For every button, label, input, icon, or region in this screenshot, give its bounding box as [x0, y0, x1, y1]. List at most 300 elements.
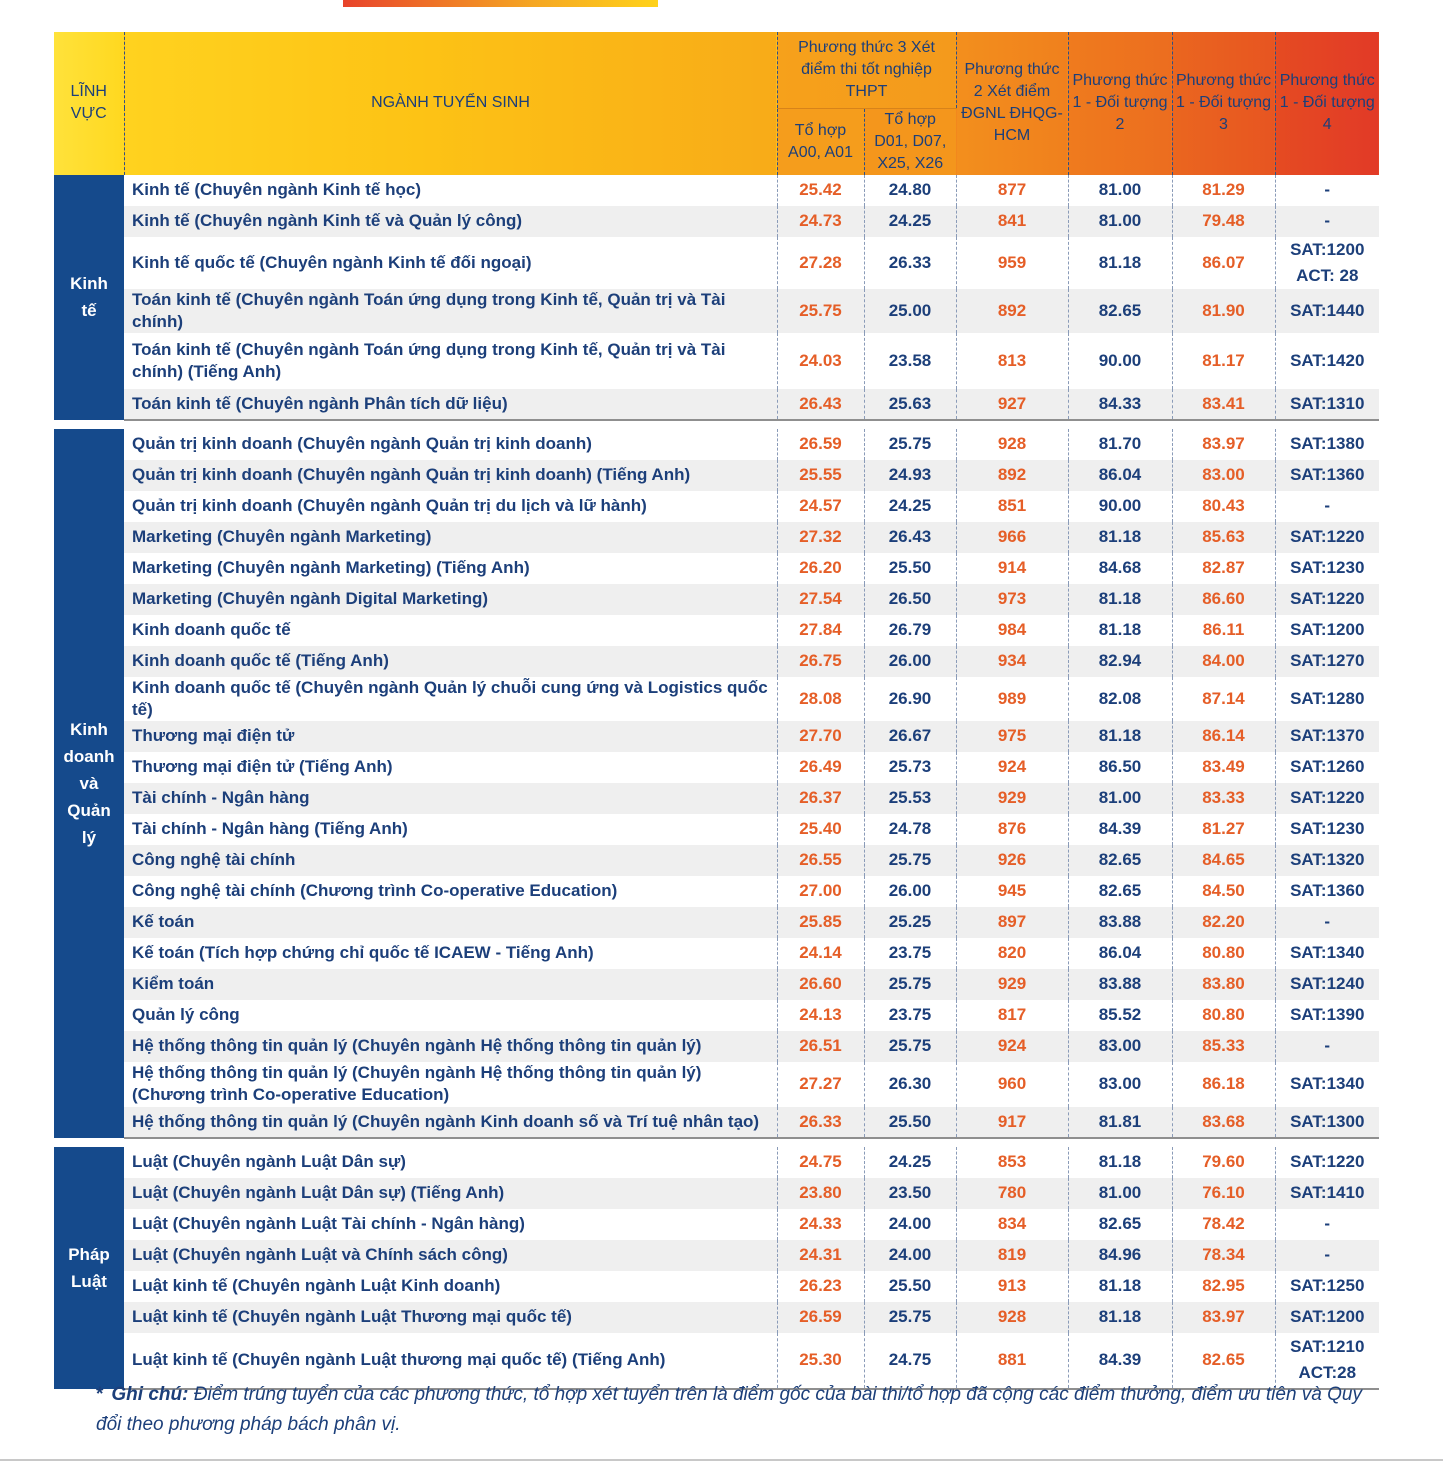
score-group-2: 90.00: [1068, 333, 1172, 389]
major-name: Luật kinh tế (Chuyên ngành Luật Thương mại quốc tế): [124, 1302, 777, 1333]
score-group-4: SAT:1220: [1275, 522, 1379, 553]
score-group-4: SAT:1420: [1290, 350, 1365, 370]
score-group-4: SAT:1240: [1275, 969, 1379, 1000]
score-dgnl: 966: [956, 522, 1068, 553]
table-row: [54, 677, 1379, 721]
score-group-4: -: [1324, 496, 1331, 515]
score-dgnl: 945: [956, 876, 1068, 907]
score-dgnl: 913: [956, 1271, 1068, 1302]
score-dgnl: 934: [956, 646, 1068, 677]
score-d01: 24.00: [864, 1209, 956, 1240]
score-dgnl: 926: [956, 845, 1068, 876]
major-name: Công nghệ tài chính (Chương trình Co-operative Education): [124, 876, 777, 907]
score-group-2: 81.18: [1068, 721, 1172, 752]
score-group-4: -: [1275, 907, 1379, 938]
score-a00: 28.08: [777, 677, 864, 721]
score-group-3: 82.65: [1172, 1333, 1275, 1389]
score-group-2: 81.00: [1068, 175, 1172, 206]
score-group-4: SAT:1310: [1275, 389, 1379, 420]
score-d01: 26.30: [864, 1062, 956, 1107]
score-group-3: 83.80: [1172, 969, 1275, 1000]
score-group-3: 82.87: [1172, 553, 1275, 584]
header-field: LĨNH VỰC: [54, 32, 124, 175]
score-dgnl: 841: [956, 206, 1068, 237]
major-name: Kinh doanh quốc tế: [124, 615, 777, 646]
score-group-2: 82.65: [1068, 1209, 1172, 1240]
score-group-2: 84.39: [1068, 814, 1172, 845]
major-name: Quản trị kinh doanh (Chuyên ngành Quản trị kinh doanh) (Tiếng Anh): [124, 460, 777, 491]
score-dgnl: 975: [956, 721, 1068, 752]
score-a00: 25.55: [777, 460, 864, 491]
score-d01: 23.58: [864, 333, 956, 389]
score-a00: 24.13: [777, 1000, 864, 1031]
major-name: Thương mại điện tử (Tiếng Anh): [124, 752, 777, 783]
group-spacer: [54, 420, 1379, 429]
score-group-3: 84.65: [1172, 845, 1275, 876]
header-method-2: Phương thức 2 Xét điểm ĐGNL ĐHQG-HCM: [956, 32, 1068, 175]
score-group-2: 81.81: [1068, 1107, 1172, 1138]
score-group-3: 85.63: [1172, 522, 1275, 553]
score-a00: 27.27: [777, 1062, 864, 1107]
score-d01: 25.75: [864, 969, 956, 1000]
score-d01: 24.25: [864, 491, 956, 522]
score-d01: 24.00: [864, 1240, 956, 1271]
score-d01: 23.75: [864, 938, 956, 969]
major-name: Tài chính - Ngân hàng: [124, 783, 777, 814]
score-d01: 26.43: [864, 522, 956, 553]
score-group-2: 81.18: [1068, 237, 1172, 289]
score-group-3: 84.50: [1172, 876, 1275, 907]
major-name: Toán kinh tế (Chuyên ngành Phân tích dữ liệu): [124, 389, 777, 420]
table-row: [54, 491, 1379, 522]
table-row: [54, 938, 1379, 969]
score-dgnl: 914: [956, 553, 1068, 584]
major-name: Quản trị kinh doanh (Chuyên ngành Quản trị kinh doanh): [124, 429, 777, 460]
score-dgnl: 892: [956, 289, 1068, 333]
score-group-2: 81.18: [1068, 584, 1172, 615]
score-a00: 26.59: [777, 1302, 864, 1333]
score-group-3: 85.33: [1172, 1031, 1275, 1062]
table-row: [54, 1147, 1379, 1178]
score-d01: 25.75: [864, 429, 956, 460]
score-d01: 25.00: [864, 289, 956, 333]
score-a00: 24.14: [777, 938, 864, 969]
score-a00: 27.00: [777, 876, 864, 907]
score-group-4: SAT:1410: [1275, 1178, 1379, 1209]
score-a00: 27.54: [777, 584, 864, 615]
score-dgnl: 973: [956, 584, 1068, 615]
score-group-4: -: [1275, 206, 1379, 237]
score-group-3: 83.41: [1172, 389, 1275, 420]
score-group-2: 81.00: [1068, 783, 1172, 814]
admission-score-table: [54, 32, 1379, 1390]
score-d01: 24.25: [864, 206, 956, 237]
score-dgnl: 924: [956, 752, 1068, 783]
score-dgnl: 917: [956, 1107, 1068, 1138]
score-group-2: 86.50: [1068, 752, 1172, 783]
score-d01: 24.80: [864, 175, 956, 206]
table-row: [54, 460, 1379, 491]
score-dgnl: 780: [956, 1178, 1068, 1209]
asterisk-icon: *: [96, 1384, 104, 1405]
table-row: [54, 206, 1379, 237]
score-group-3: 86.07: [1172, 237, 1275, 289]
score-d01: 24.25: [864, 1147, 956, 1178]
group-spacer: [54, 1138, 1379, 1147]
score-group-3: 86.14: [1172, 721, 1275, 752]
score-d01: 26.90: [864, 677, 956, 721]
table-row: [54, 646, 1379, 677]
score-group-2: 81.18: [1068, 1147, 1172, 1178]
score-d01: 26.50: [864, 584, 956, 615]
score-dgnl: 853: [956, 1147, 1068, 1178]
score-a00: 27.84: [777, 615, 864, 646]
score-group-3: 78.34: [1172, 1240, 1275, 1271]
header-combo-d01-d07: Tổ hợp D01, D07, X25, X26: [864, 108, 956, 175]
score-a00: 24.73: [777, 206, 864, 237]
score-group-4: SAT:1360: [1290, 881, 1365, 900]
score-dgnl: 959: [956, 237, 1068, 289]
table-row: [54, 333, 1379, 389]
score-a00: 25.30: [777, 1333, 864, 1389]
score-a00: 26.51: [777, 1031, 864, 1062]
score-dgnl: 929: [956, 969, 1068, 1000]
score-dgnl: 819: [956, 1240, 1068, 1271]
score-dgnl: 927: [956, 389, 1068, 420]
score-group-3: 86.60: [1172, 584, 1275, 615]
score-group-3: 84.00: [1172, 646, 1275, 677]
score-group-3: 86.11: [1172, 615, 1275, 646]
score-d01: 26.79: [864, 615, 956, 646]
score-group-3: 83.97: [1172, 1302, 1275, 1333]
score-group-3: 83.97: [1172, 429, 1275, 460]
score-group-4: SAT:1300: [1275, 1107, 1379, 1138]
score-a00: 24.75: [777, 1147, 864, 1178]
score-group-3: 80.80: [1172, 1000, 1275, 1031]
score-a00: 25.42: [777, 175, 864, 206]
score-d01: 24.78: [864, 814, 956, 845]
table-row: [54, 1178, 1379, 1209]
score-dgnl: 876: [956, 814, 1068, 845]
table-row: [54, 721, 1379, 752]
score-group-4: SAT:1230: [1290, 558, 1365, 577]
major-name: Marketing (Chuyên ngành Marketing) (Tiếng Anh): [124, 553, 777, 584]
score-d01: 25.73: [864, 752, 956, 783]
score-d01: 25.50: [864, 553, 956, 584]
score-group-3: 76.10: [1172, 1178, 1275, 1209]
score-dgnl: 881: [956, 1333, 1068, 1389]
major-name: Tài chính - Ngân hàng (Tiếng Anh): [124, 814, 777, 845]
score-group-4: SAT:1250: [1290, 1276, 1365, 1295]
score-a00: 24.31: [777, 1240, 864, 1271]
major-name: Công nghệ tài chính: [124, 845, 777, 876]
score-group-4: SAT:1360: [1275, 460, 1379, 491]
major-name: Kế toán: [124, 907, 777, 938]
score-group-3: 81.90: [1172, 289, 1275, 333]
header-method-1-group-4: Phương thức 1 - Đối tượng 4: [1275, 32, 1379, 175]
table-row: [54, 1209, 1379, 1240]
score-dgnl: 813: [956, 333, 1068, 389]
score-group-3: 83.00: [1172, 460, 1275, 491]
score-group-2: 82.65: [1068, 845, 1172, 876]
score-group-4: SAT:1200: [1290, 620, 1365, 639]
major-name: Hệ thống thông tin quản lý (Chuyên ngành Hệ thống thông tin quản lý) (Chương trình Co-operative Education): [124, 1062, 777, 1107]
score-group-4: SAT:1270: [1275, 646, 1379, 677]
score-group-4: SAT:1200: [1275, 1302, 1379, 1333]
score-dgnl: 817: [956, 1000, 1068, 1031]
footnote-text: Điểm trúng tuyển của các phương thức, tổ hợp xét tuyển trên là điểm gốc của bài thi/tổ hợp đã cộng các điểm thưởng, điểm ưu tiên và Quy đổi theo phương pháp bách phân vị.: [96, 1384, 1362, 1435]
score-d01: 23.75: [864, 1000, 956, 1031]
score-group-3: 78.42: [1172, 1209, 1275, 1240]
score-group-4: -: [1275, 1031, 1379, 1062]
score-group-2: 83.00: [1068, 1031, 1172, 1062]
score-group-3: 81.17: [1172, 333, 1275, 389]
score-a00: 26.55: [777, 845, 864, 876]
score-group-4: SAT:1390: [1290, 1005, 1365, 1024]
score-group-2: 84.33: [1068, 389, 1172, 420]
score-group-3: 81.29: [1172, 175, 1275, 206]
major-name: Marketing (Chuyên ngành Digital Marketing): [124, 584, 777, 615]
score-d01: 24.93: [864, 460, 956, 491]
table-row: [54, 1031, 1379, 1062]
score-a00: 26.75: [777, 646, 864, 677]
score-group-3: 80.43: [1172, 491, 1275, 522]
score-group-4: SAT:1260: [1290, 757, 1365, 776]
score-group-2: 82.94: [1068, 646, 1172, 677]
score-d01: 25.50: [864, 1271, 956, 1302]
score-group-2: 81.00: [1068, 1178, 1172, 1209]
score-group-4: -: [1324, 180, 1331, 199]
score-d01: 25.75: [864, 1302, 956, 1333]
score-group-4: SAT:1380: [1290, 434, 1365, 453]
table-row: [54, 237, 1379, 289]
header-method-3: Phương thức 3 Xét điểm thi tốt nghiệp THPT: [777, 32, 956, 108]
score-group-4: SAT:1340: [1290, 943, 1365, 962]
score-group-4: SAT:1210 ACT:28: [1275, 1333, 1379, 1389]
score-a00: 25.40: [777, 814, 864, 845]
header-combo-a00-a01: Tổ hợp A00, A01: [777, 108, 864, 175]
score-group-2: 82.65: [1068, 289, 1172, 333]
score-group-4: SAT:1220: [1275, 584, 1379, 615]
score-dgnl: 960: [956, 1062, 1068, 1107]
score-dgnl: 928: [956, 1302, 1068, 1333]
score-group-3: 81.27: [1172, 814, 1275, 845]
major-name: Thương mại điện tử: [124, 721, 777, 752]
score-group-2: 86.04: [1068, 938, 1172, 969]
score-group-3: 80.80: [1172, 938, 1275, 969]
score-a00: 24.33: [777, 1209, 864, 1240]
score-group-2: 84.68: [1068, 553, 1172, 584]
major-name: Kinh doanh quốc tế (Tiếng Anh): [124, 646, 777, 677]
score-group-2: 84.96: [1068, 1240, 1172, 1271]
score-a00: 24.03: [777, 333, 864, 389]
score-dgnl: 924: [956, 1031, 1068, 1062]
score-group-2: 81.00: [1068, 206, 1172, 237]
score-d01: 25.50: [864, 1107, 956, 1138]
table-row: [54, 1240, 1379, 1271]
score-group-2: 83.88: [1068, 969, 1172, 1000]
table-row: [54, 389, 1379, 420]
table-row: [54, 1302, 1379, 1333]
table-row: [54, 783, 1379, 814]
score-dgnl: 834: [956, 1209, 1068, 1240]
table-row: [54, 1107, 1379, 1138]
score-group-4: SAT:1200 ACT: 28: [1290, 239, 1365, 285]
score-group-4: SAT:1440: [1275, 289, 1379, 333]
footnote-label: Ghi chú:: [111, 1384, 189, 1405]
score-group-4: SAT:1340: [1290, 1074, 1365, 1093]
score-a00: 27.70: [777, 721, 864, 752]
major-name: Toán kinh tế (Chuyên ngành Toán ứng dụng trong Kinh tế, Quản trị và Tài chính): [124, 289, 777, 333]
table-body: [54, 175, 1379, 1389]
score-dgnl: 897: [956, 907, 1068, 938]
score-d01: 25.53: [864, 783, 956, 814]
major-name: Quản trị kinh doanh (Chuyên ngành Quản trị du lịch và lữ hành): [124, 491, 777, 522]
score-group-2: 82.08: [1068, 677, 1172, 721]
score-d01: 26.00: [864, 646, 956, 677]
header-method-1-group-3: Phương thức 1 - Đối tượng 3: [1172, 32, 1275, 175]
major-name: Luật kinh tế (Chuyên ngành Luật thương mại quốc tế) (Tiếng Anh): [124, 1333, 777, 1389]
score-d01: 25.75: [864, 845, 956, 876]
score-dgnl: 892: [956, 460, 1068, 491]
major-name: Hệ thống thông tin quản lý (Chuyên ngành Kinh doanh số và Trí tuệ nhân tạo): [124, 1107, 777, 1138]
table-row: [54, 553, 1379, 584]
score-group-4: SAT:1220: [1275, 783, 1379, 814]
score-group-3: 83.33: [1172, 783, 1275, 814]
score-a00: 26.20: [777, 553, 864, 584]
score-d01: 26.00: [864, 876, 956, 907]
score-group-3: 87.14: [1172, 677, 1275, 721]
score-dgnl: 928: [956, 429, 1068, 460]
major-name: Luật (Chuyên ngành Luật và Chính sách công): [124, 1240, 777, 1271]
header-major: NGÀNH TUYỂN SINH: [124, 32, 777, 175]
score-a00: 23.80: [777, 1178, 864, 1209]
score-a00: 26.23: [777, 1271, 864, 1302]
major-name: Kinh tế (Chuyên ngành Kinh tế và Quản lý công): [124, 206, 777, 237]
score-a00: 25.85: [777, 907, 864, 938]
table-row: [54, 1271, 1379, 1302]
score-group-2: 85.52: [1068, 1000, 1172, 1031]
score-group-3: 82.20: [1172, 907, 1275, 938]
major-name: Quản lý công: [124, 1000, 777, 1031]
score-group-2: 83.88: [1068, 907, 1172, 938]
table-row: [54, 289, 1379, 333]
major-name: Toán kinh tế (Chuyên ngành Toán ứng dụng trong Kinh tế, Quản trị và Tài chính) (Tiếng Anh): [124, 333, 777, 389]
score-group-2: 81.18: [1068, 522, 1172, 553]
score-group-2: 83.00: [1068, 1062, 1172, 1107]
score-dgnl: 820: [956, 938, 1068, 969]
table-row: [54, 876, 1379, 907]
score-group-3: 79.60: [1172, 1147, 1275, 1178]
score-group-3: 86.18: [1172, 1062, 1275, 1107]
major-name: Kinh tế (Chuyên ngành Kinh tế học): [124, 175, 777, 206]
header-method-1-group-2: Phương thức 1 - Đối tượng 2: [1068, 32, 1172, 175]
score-dgnl: 851: [956, 491, 1068, 522]
score-d01: 25.63: [864, 389, 956, 420]
major-name: Luật (Chuyên ngành Luật Dân sự): [124, 1147, 777, 1178]
score-group-3: 82.95: [1172, 1271, 1275, 1302]
score-group-3: 79.48: [1172, 206, 1275, 237]
score-group-2: 81.18: [1068, 615, 1172, 646]
table-header: [54, 32, 1379, 175]
score-dgnl: 877: [956, 175, 1068, 206]
score-dgnl: 984: [956, 615, 1068, 646]
major-name: Marketing (Chuyên ngành Marketing): [124, 522, 777, 553]
top-accent-bar: [343, 0, 658, 7]
score-d01: 26.67: [864, 721, 956, 752]
table-row: [54, 522, 1379, 553]
score-d01: 24.75: [864, 1333, 956, 1389]
score-group-3: 83.49: [1172, 752, 1275, 783]
table-row: [54, 752, 1379, 783]
score-dgnl: 989: [956, 677, 1068, 721]
bottom-rule: [0, 1459, 1443, 1461]
score-a00: 26.49: [777, 752, 864, 783]
score-a00: 27.28: [777, 237, 864, 289]
score-group-2: 90.00: [1068, 491, 1172, 522]
footnote: [96, 1380, 1386, 1440]
score-group-2: 82.65: [1068, 876, 1172, 907]
score-dgnl: 929: [956, 783, 1068, 814]
score-d01: 23.50: [864, 1178, 956, 1209]
major-name: Luật kinh tế (Chuyên ngành Luật Kinh doanh): [124, 1271, 777, 1302]
field-label: Kinh tế: [54, 175, 124, 420]
table-row: [54, 845, 1379, 876]
table-row: [54, 907, 1379, 938]
score-a00: 25.75: [777, 289, 864, 333]
score-a00: 26.59: [777, 429, 864, 460]
score-group-4: -: [1324, 1214, 1331, 1233]
score-group-2: 81.18: [1068, 1271, 1172, 1302]
table-row: [54, 584, 1379, 615]
score-group-4: SAT:1370: [1275, 721, 1379, 752]
table-row: [54, 814, 1379, 845]
major-name: Kinh tế quốc tế (Chuyên ngành Kinh tế đối ngoại): [124, 237, 777, 289]
major-name: Luật (Chuyên ngành Luật Tài chính - Ngân hàng): [124, 1209, 777, 1240]
score-group-2: 81.70: [1068, 429, 1172, 460]
score-a00: 24.57: [777, 491, 864, 522]
score-a00: 26.60: [777, 969, 864, 1000]
score-d01: 26.33: [864, 237, 956, 289]
score-d01: 25.75: [864, 1031, 956, 1062]
major-name: Kinh doanh quốc tế (Chuyên ngành Quản lý chuỗi cung ứng và Logistics quốc tế): [124, 677, 777, 721]
score-group-2: 84.39: [1068, 1333, 1172, 1389]
score-a00: 26.43: [777, 389, 864, 420]
major-name: Kế toán (Tích hợp chứng chỉ quốc tế ICAEW - Tiếng Anh): [124, 938, 777, 969]
major-name: Kiểm toán: [124, 969, 777, 1000]
score-group-4: SAT:1220: [1290, 1152, 1365, 1171]
score-a00: 26.33: [777, 1107, 864, 1138]
score-group-4: -: [1275, 1240, 1379, 1271]
score-group-2: 86.04: [1068, 460, 1172, 491]
score-group-3: 83.68: [1172, 1107, 1275, 1138]
table-row: [54, 429, 1379, 460]
table-row: [54, 969, 1379, 1000]
score-group-4: SAT:1280: [1290, 688, 1365, 708]
table-row: [54, 1000, 1379, 1031]
score-d01: 25.25: [864, 907, 956, 938]
table-row: [54, 615, 1379, 646]
score-group-2: 81.18: [1068, 1302, 1172, 1333]
table-row: [54, 175, 1379, 206]
score-a00: 26.37: [777, 783, 864, 814]
field-label: Pháp Luật: [54, 1147, 124, 1389]
table-row: [54, 1062, 1379, 1107]
major-name: Luật (Chuyên ngành Luật Dân sự) (Tiếng Anh): [124, 1178, 777, 1209]
major-name: Hệ thống thông tin quản lý (Chuyên ngành Hệ thống thông tin quản lý): [124, 1031, 777, 1062]
score-group-4: SAT:1230: [1290, 819, 1365, 838]
score-group-4: SAT:1320: [1275, 845, 1379, 876]
